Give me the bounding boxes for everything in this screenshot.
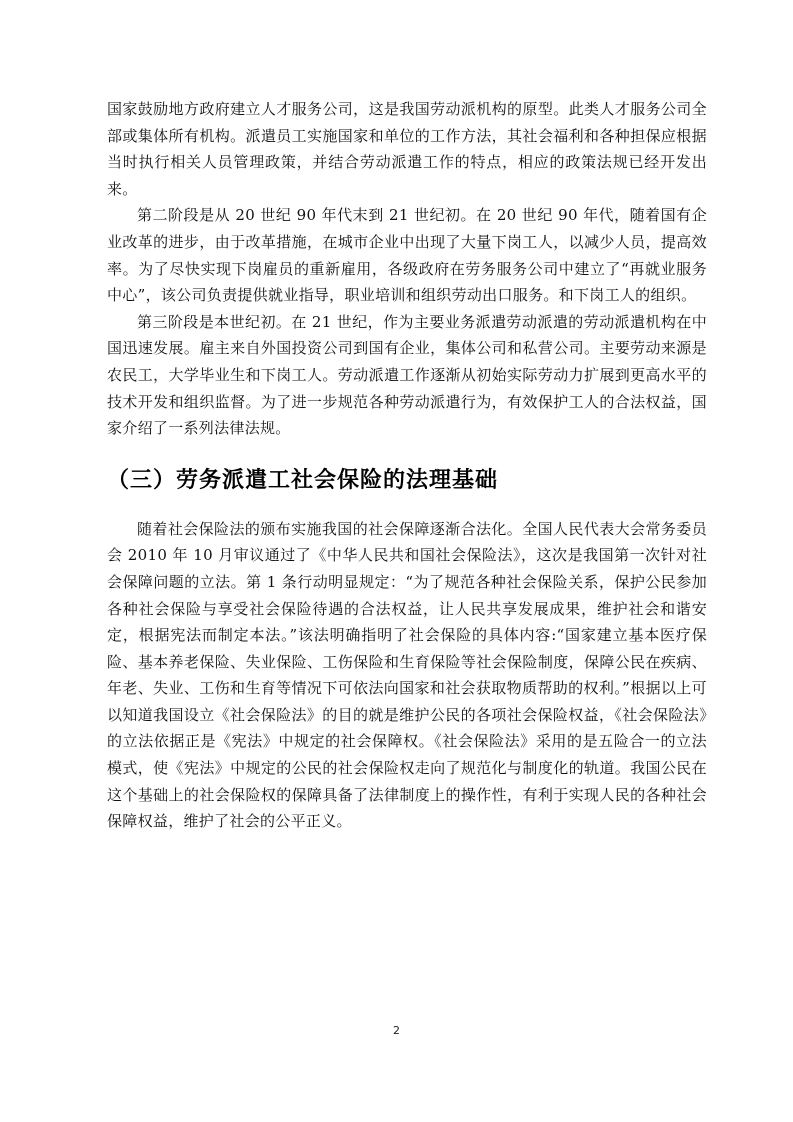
- section-heading: （三）劳务派遣工社会保险的法理基础: [107, 467, 499, 493]
- paragraph-stage-three: 第三阶段是本世纪初。在 21 世纪，作为主要业务派遣劳动派遣的劳动派遣机构在中国迅速发展。雇主来自外国投资公司到国有企业，集体公司和私营公司。主要劳动来源是农民工，大学毕业生和下岗工人。劳动派遣工作逐渐从初始实际劳动力扩展到更高水平的技术开发和组织监督。为了进一步规范各种劳动派遣行为，有效保护工人的合法权益，国家介绍了一系列法律法规。: [107, 312, 707, 438]
- paragraph-social-insurance-law: 随着社会保险法的颁布实施我国的社会保障逐渐合法化。全国人民代表大会常务委员会 2010 年 10 月审议通过了《中华人民共和国社会保险法》，这次是我国第一次针对社会保障问题的立法。第 1 条行动明显规定：“为了规范各种社会保险关系，保护公民参加各种社会保险与享受社会保险待遇的合法权益，让人民共享发展成果，维护社会和谐安定，根据宪法而制定本法。”该法明确指明了社会保险的具体内容:“国家建立基本医疗保险、基本养老保险、失业保险、工伤保险和生育保险等社会保险制度，保障公民在疾病、年老、失业、工伤和生育等情况下可依法向国家和社会获取物质帮助的权利。”根据以上可以知道我国设立《社会保险法》的目的就是维护公民的各项社会保险权益，《社会保险法》的立法依据正是《宪法》中规定的社会保障权。《社会保险法》采用的是五险合一的立法模式，使《宪法》中规定的公民的社会保险权走向了规范化与制度化的轨道。我国公民在这个基础上的社会保险权的保障具备了法律制度上的操作性，有利于实现人民的各种社会保障权益，维护了社会的公平正义。: [107, 519, 707, 831]
- document-page: [107, 96, 707, 835]
- paragraph-stage-two: 第二阶段是从 20 世纪 90 年代末到 21 世纪初。在 20 世纪 90 年代，随着国有企业改革的进步，由于改革措施，在城市企业中出现了大量下岗工人，以减少人员，提高效率。为了尽快实现下岗雇员的重新雇用，各级政府在劳务服务公司中建立了“再就业服务中心”，该公司负责提供就业指导，职业培训和组织劳动出口服务。和下岗工人的组织。: [107, 206, 707, 305]
- paragraph-continuation: 国家鼓励地方政府建立人才服务公司，这是我国劳动派机构的原型。此类人才服务公司全部或集体所有机构。派遣员工实施国家和单位的工作方法，其社会福利和各种担保应根据当时执行相关人员管理政策，并结合劳动派遣工作的特点，相应的政策法规已经开发出来。: [107, 100, 707, 198]
- page-number: 2: [393, 1024, 400, 1037]
